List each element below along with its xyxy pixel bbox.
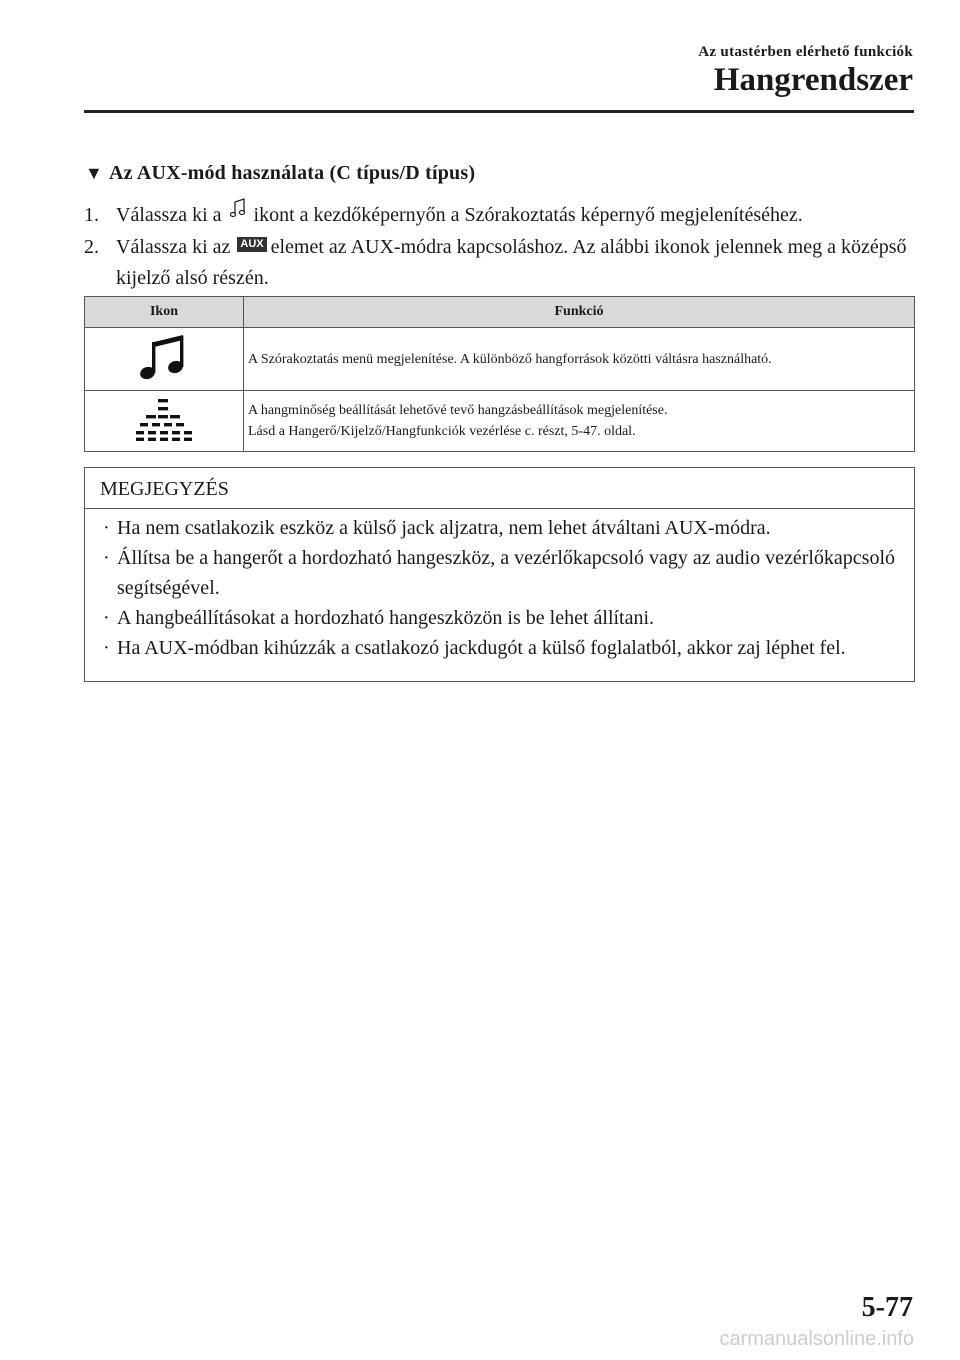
table-header-icon: Ikon [85, 297, 244, 328]
running-header-title: Hangrendszer [713, 62, 913, 98]
page-number: 5-77 [861, 1292, 913, 1323]
icon-function-table [84, 296, 915, 452]
step-2 [84, 232, 914, 294]
running-header-subtitle: Az utastérben elérhető funkciók [698, 44, 913, 60]
step-text-before: Válassza ki a [116, 204, 222, 226]
bullet-icon: · [103, 607, 110, 629]
step-number: 1. [84, 204, 99, 226]
step-text-after: elemet az AUX-módra kapcsoláshoz. Az alábbi ikonok jelennek meg a középső kijelző alsó részén. [116, 235, 907, 289]
music-note-icon [139, 369, 189, 386]
function-reference: Lásd a Hangerő/Kijelző/Hangfunkciók vezérlése c. részt, 5-47. oldal. [248, 424, 636, 439]
note-list [85, 509, 914, 663]
list-item: · Ha nem csatlakozik eszköz a külső jack aljzatra, nem lehet átváltani AUX-módra. [103, 513, 914, 543]
step-text-before: Válassza ki az [116, 235, 231, 258]
instruction-steps [84, 200, 914, 294]
note-box [84, 467, 915, 682]
table-header-function: Funkció [244, 297, 915, 328]
step-number: 2. [84, 235, 99, 258]
watermark: carmanualsonline.info [719, 1328, 914, 1350]
header-divider [84, 110, 914, 113]
note-title: MEGJEGYZÉS [85, 468, 914, 509]
bullet-icon: · [103, 517, 110, 539]
aux-button-icon: AUX [237, 237, 266, 252]
list-item: · A hangbeállításokat a hordozható hangeszközön is be lehet állítani. [103, 603, 914, 633]
function-description: A hangminőség beállítását lehetővé tevő hangzásbeállítások megjelenítése. [248, 403, 668, 418]
step-1 [84, 200, 914, 232]
bullet-icon: · [103, 637, 110, 659]
table-header-row [85, 297, 915, 328]
list-item: · Ha AUX-módban kihúzzák a csatlakozó jackdugót a külső foglalatból, akkor zaj léphet fel. [103, 633, 914, 663]
triangle-marker-icon: ▼ [85, 163, 104, 183]
equalizer-icon [136, 428, 192, 445]
table-row [85, 328, 915, 391]
table-row [85, 391, 915, 452]
section-heading [85, 162, 475, 185]
step-text-after: ikont a kezdőképernyőn a Szórakoztatás képernyő megjelenítéséhez. [253, 204, 803, 226]
function-description: A Szórakoztatás menü megjelenítése. A különböző hangforrások közötti váltásra használható. [248, 351, 772, 367]
bullet-icon: · [103, 547, 110, 569]
list-item: · Állítsa be a hangerőt a hordozható hangeszköz, a vezérlőkapcsoló vagy az audio vezérlőkapcsoló segítségével. [103, 543, 914, 603]
section-heading-text: Az AUX-mód használata (C típus/D típus) [109, 162, 476, 184]
music-note-icon [230, 197, 246, 228]
